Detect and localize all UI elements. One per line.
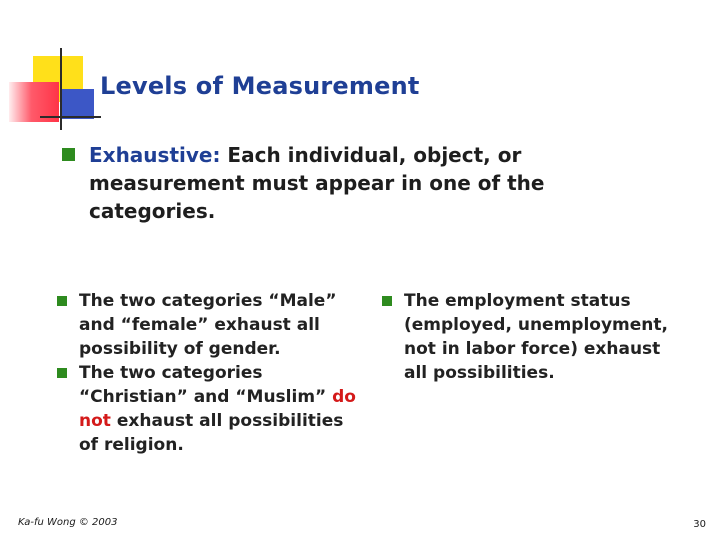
logo-horizontal-line: [40, 116, 101, 118]
employment-example-text: The employment status (employed, unemployment, not in labor force) exhaust all possibilities.: [404, 291, 668, 383]
term-exhaustive: Exhaustive:: [89, 143, 221, 167]
list-item: [57, 361, 357, 457]
footer-author: Ka-fu Wong © 2003: [18, 517, 118, 528]
gender-example-text: The two categories “Male” and “female” exhaust all possibility of gender.: [79, 291, 337, 359]
square-bullet-icon: [57, 368, 67, 378]
logo-blue-square: [60, 89, 94, 119]
decorative-logo: [0, 0, 110, 140]
negation-highlight: do not: [79, 387, 356, 431]
right-column: [382, 289, 672, 385]
list-item: [382, 289, 672, 385]
religion-example-text-end: exhaust all possibilities of religion.: [79, 411, 344, 455]
slide-title: Levels of Measurement: [100, 72, 420, 100]
definition-text: Each individual, object, or measurement must appear in one of the categories.: [89, 143, 545, 223]
square-bullet-icon: [382, 296, 392, 306]
religion-example-text-start: The two categories “Christian” and “Muslim”: [79, 363, 333, 407]
square-bullet-icon: [62, 148, 75, 161]
list-item: [57, 289, 357, 361]
left-column: [57, 289, 357, 457]
main-bullet: [62, 141, 622, 225]
page-number: 30: [693, 519, 706, 530]
main-bullet-text: [89, 141, 622, 225]
square-bullet-icon: [57, 296, 67, 306]
